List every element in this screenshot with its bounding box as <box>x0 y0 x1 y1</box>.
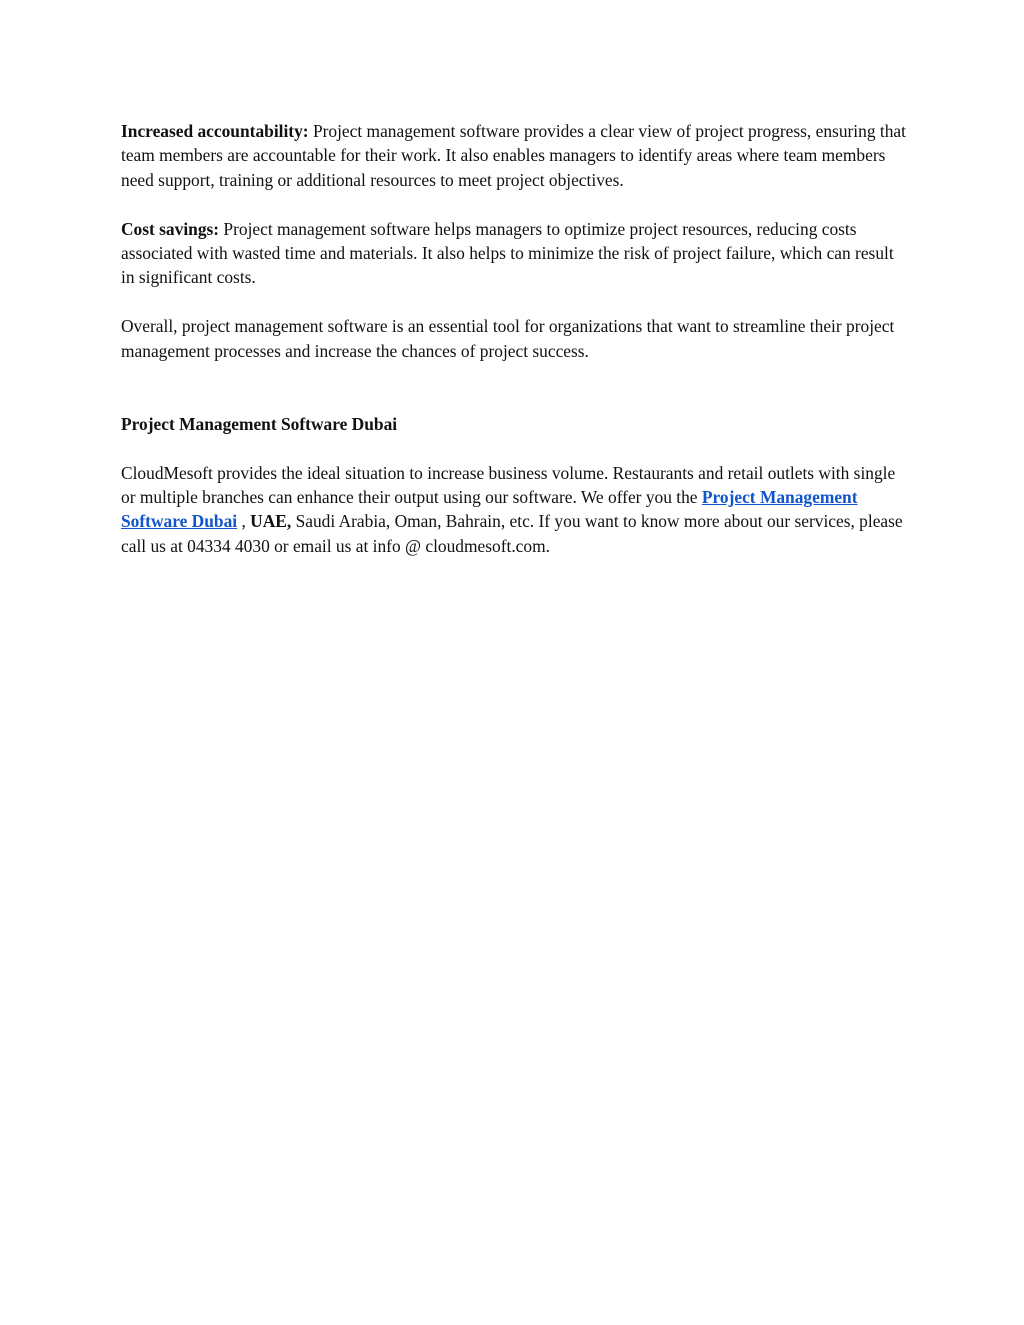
cost-savings-body: Project management software helps managers to optimize project resources, reducing costs associated with wasted time and materials. It also helps to minimize the risk of project failure, which can result in significant costs. <box>121 218 894 288</box>
overall-paragraph: Overall, project management software is an essential tool for organizations that want to streamline their project management processes and increase the chances of project success. <box>121 316 895 361</box>
accountability-lead: Increased accountability: <box>121 121 309 141</box>
dubai-paragraph <box>121 461 911 559</box>
document-page <box>121 119 911 583</box>
accountability-body: Project management software provides a clear view of project progress, ensuring that team members are accountable for their work. It also enables managers to identify areas where team members need support, training or additional resources to meet project objectives. <box>121 121 906 190</box>
project-management-software-dubai-link[interactable]: Project Management Software Dubai <box>121 487 858 532</box>
cost-savings-lead: Cost savings: <box>121 218 220 239</box>
dubai-rest: Saudi Arabia, Oman, Bahrain, etc. If you want to know more about our services, please call us at 04334 4030 or email us at info @ cloudmesoft.com. <box>121 511 903 556</box>
cost-savings-paragraph <box>121 217 911 290</box>
accountability-paragraph <box>121 119 911 192</box>
dubai-separator: , <box>237 511 251 532</box>
uae-label: UAE, <box>250 511 292 532</box>
dubai-section-heading: Project Management Software Dubai <box>121 413 398 434</box>
dubai-intro: CloudMesoft provides the ideal situation to increase business volume. Restaurants and retail outlets with single or multiple branches can enhance their output using our software. We offer you the <box>121 462 896 508</box>
